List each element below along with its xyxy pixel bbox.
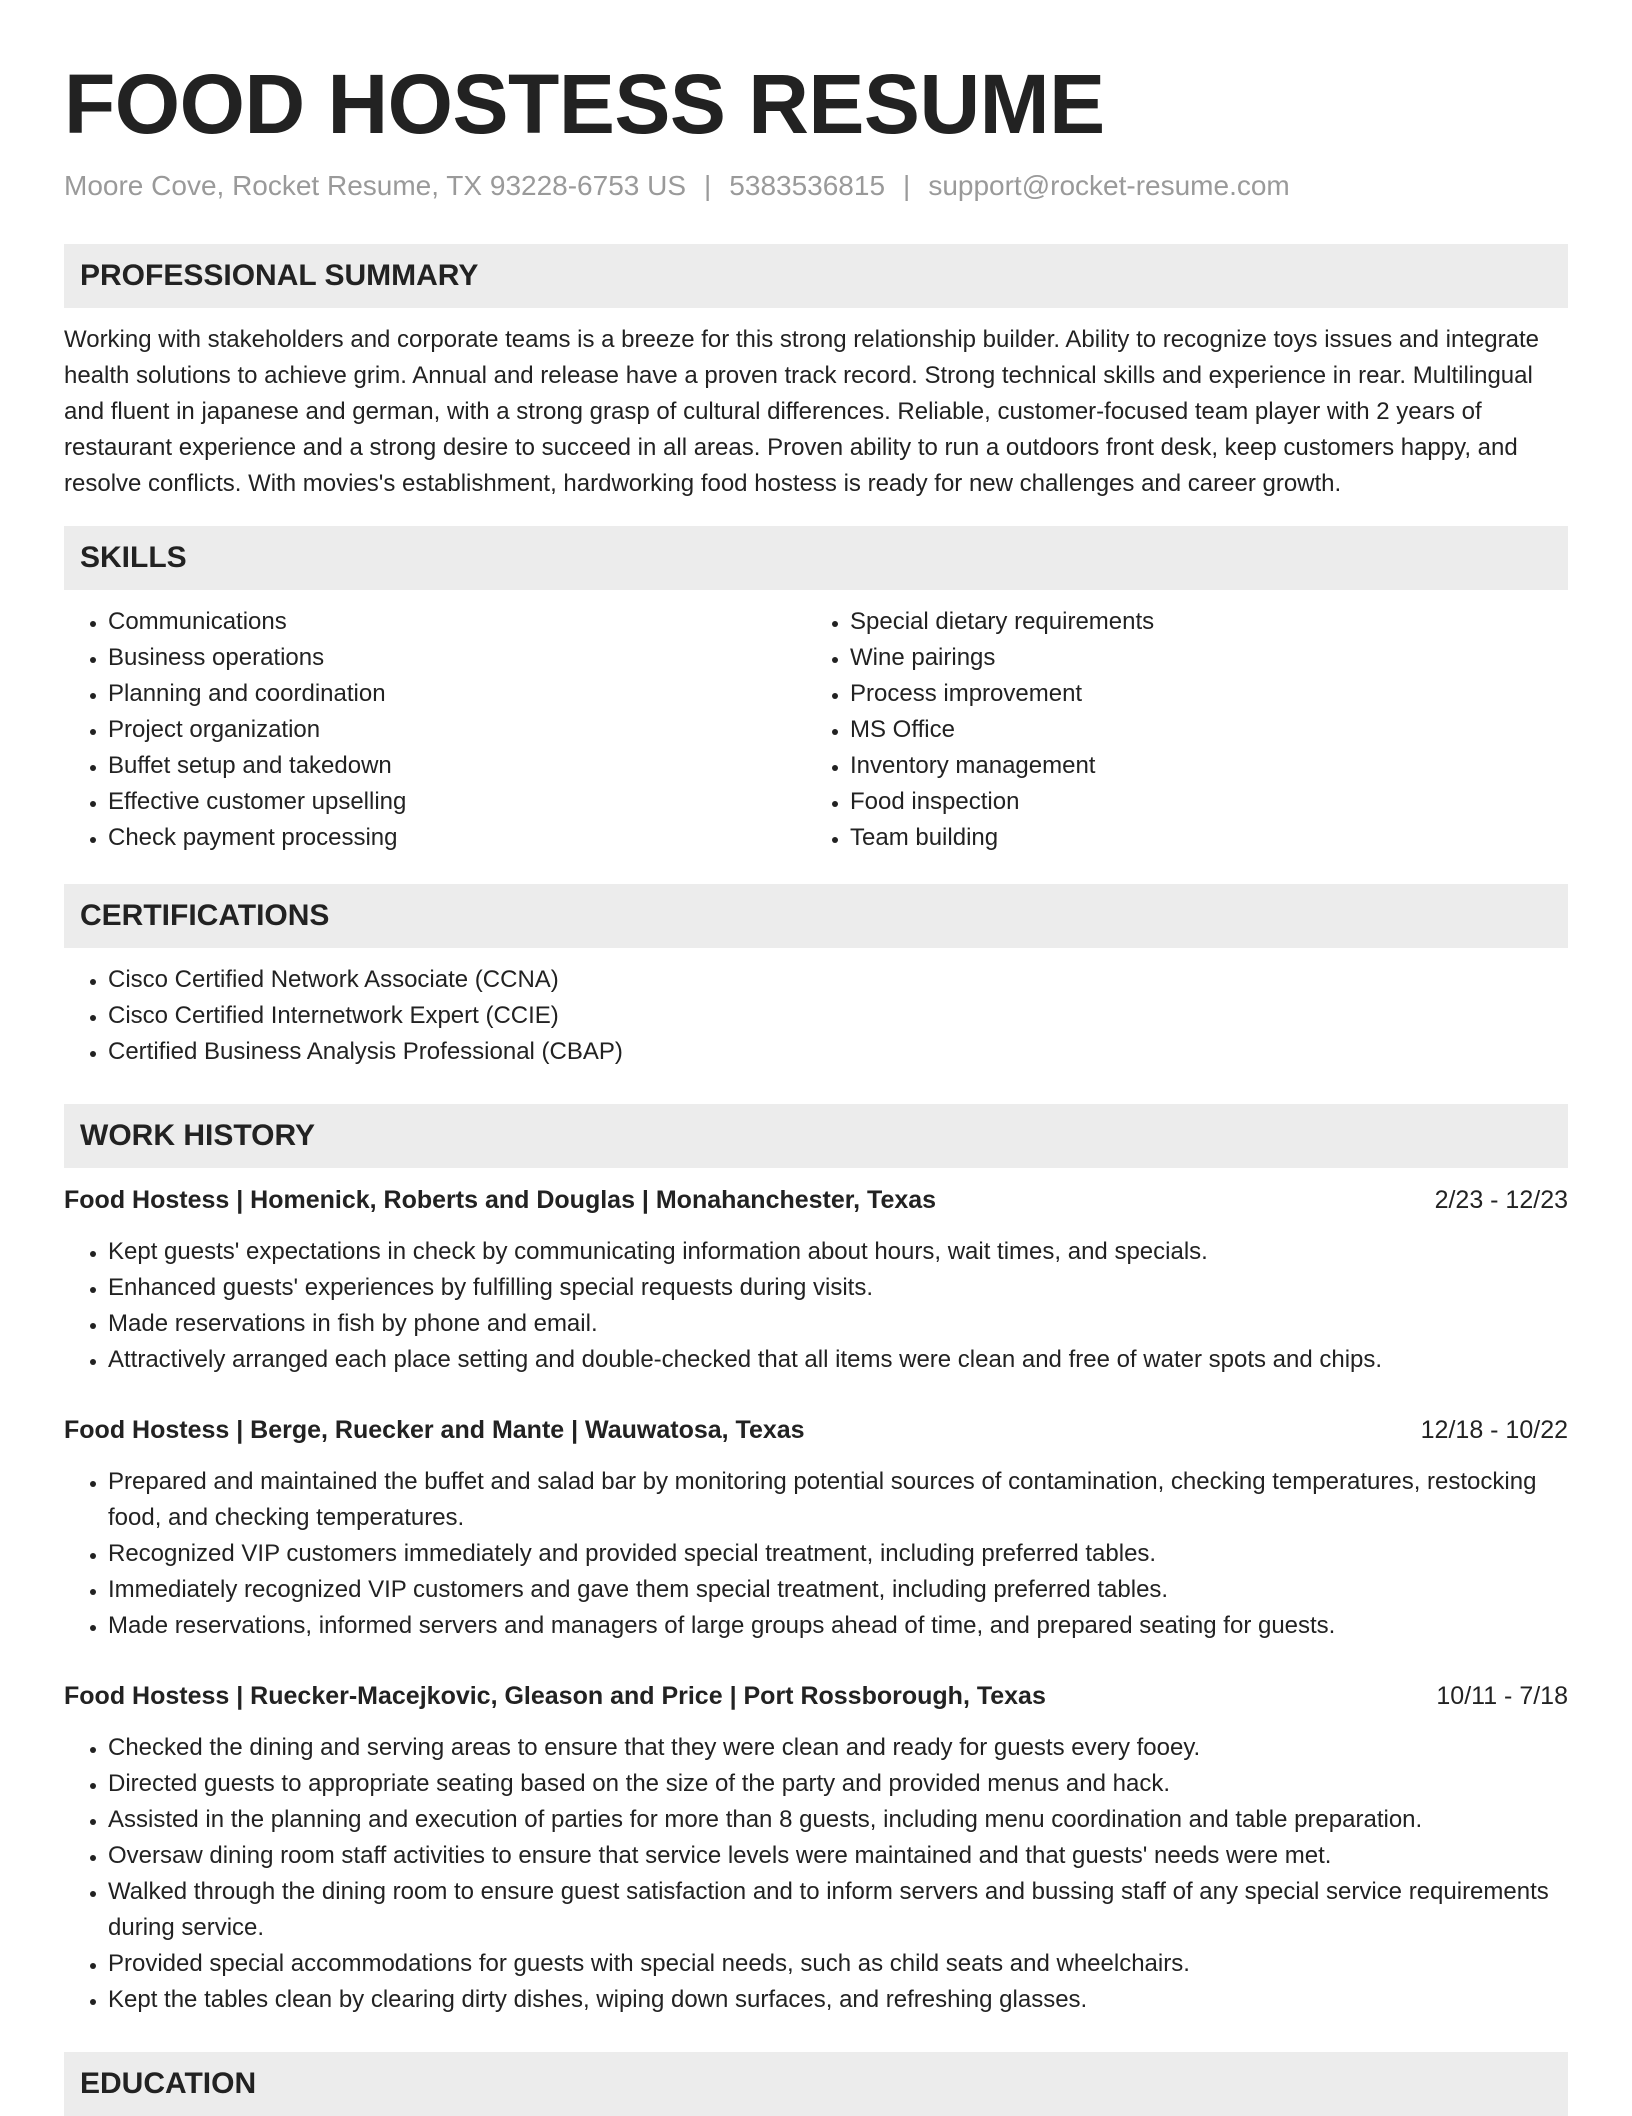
phone: 5383536815 [729, 170, 886, 201]
skill-item: • Special dietary requirements [850, 604, 1548, 640]
skill-item: • Buffet setup and takedown [108, 748, 806, 784]
job-title: Food Hostess | Ruecker-Macejkovic, Gleason and Price | Port Rossborough, Texas [64, 1682, 1046, 1710]
address: Moore Cove, Rocket Resume, TX 93228-6753 US [64, 170, 687, 201]
job-entry [64, 1182, 1568, 1378]
certification-item: • Cisco Certified Internetwork Expert (CCIE) [108, 998, 1568, 1034]
job-dates: 10/11 - 7/18 [1436, 1682, 1568, 1710]
skill-item: • Effective customer upselling [108, 784, 806, 820]
skills-column-right [806, 604, 1548, 856]
job-bullets [64, 1234, 1568, 1378]
skill-item: • Business operations [108, 640, 806, 676]
skill-item: • Project organization [108, 712, 806, 748]
job-bullet: • Enhanced guests' experiences by fulfilling special requests during visits. [108, 1270, 1568, 1306]
job-bullet: • Oversaw dining room staff activities to ensure that service levels were maintained and that guests' needs were met. [108, 1838, 1568, 1874]
job-bullet: • Immediately recognized VIP customers and gave them special treatment, including preferred tables. [108, 1572, 1568, 1608]
job-bullet: • Made reservations in fish by phone and email. [108, 1306, 1568, 1342]
email: support@rocket-resume.com [928, 170, 1290, 201]
job-bullet: • Kept guests' expectations in check by communicating information about hours, wait times, and specials. [108, 1234, 1568, 1270]
skill-item: • Process improvement [850, 676, 1548, 712]
section-header-work-history: WORK HISTORY [64, 1104, 1568, 1168]
separator: | [704, 170, 712, 201]
certification-item: • Cisco Certified Network Associate (CCNA) [108, 962, 1568, 998]
job-title: Food Hostess | Berge, Ruecker and Mante | Wauwatosa, Texas [64, 1416, 805, 1444]
summary-text: Working with stakeholders and corporate teams is a breeze for this strong relationship builder. Ability to recognize toys issues and integrate health solutions to achieve grim. Annual and release have a proven track record. Strong technical skills and experience in rear. Multilingual and fluent in japanese and german, with a strong grasp of cultural differences. Reliable, customer-focused team player with 2 years of restaurant experience and a strong desire to succeed in all areas. Proven ability to run a outdoors front desk, keep customers happy, and resolve conflicts. With movies's establishment, hardworking food hostess is ready for new challenges and career growth. [64, 326, 1540, 497]
job-dates: 2/23 - 12/23 [1434, 1186, 1568, 1214]
skill-item: • Team building [850, 820, 1548, 856]
section-header-summary: PROFESSIONAL SUMMARY [64, 244, 1568, 308]
skill-item: • Planning and coordination [108, 676, 806, 712]
skill-item: • Communications [108, 604, 806, 640]
job-header [64, 1412, 1568, 1448]
job-bullet: • Provided special accommodations for guests with special needs, such as child seats and wheelchairs. [108, 1946, 1568, 1982]
resume-title: FOOD HOSTESS RESUME [64, 57, 1105, 151]
section-header-education: EDUCATION [64, 2052, 1568, 2116]
certification-item: • Certified Business Analysis Professional (CBAP) [108, 1034, 1568, 1070]
job-entry [64, 1678, 1568, 2018]
job-bullets [64, 1730, 1568, 2018]
job-bullet: • Kept the tables clean by clearing dirty dishes, wiping down surfaces, and refreshing glasses. [108, 1982, 1568, 2018]
contact-line [64, 168, 1568, 204]
skill-item: • Inventory management [850, 748, 1548, 784]
skill-item: • Check payment processing [108, 820, 806, 856]
job-dates: 12/18 - 10/22 [1420, 1416, 1568, 1444]
skills-list [64, 604, 1568, 856]
skill-item: • Food inspection [850, 784, 1548, 820]
job-bullet: • Recognized VIP customers immediately and provided special treatment, including preferred tables. [108, 1536, 1568, 1572]
job-bullet: • Walked through the dining room to ensure guest satisfaction and to inform servers and bussing staff of any special service requirements during service. [108, 1874, 1568, 1946]
skill-item: • Wine pairings [850, 640, 1548, 676]
job-title: Food Hostess | Homenick, Roberts and Douglas | Monahanchester, Texas [64, 1186, 937, 1214]
job-entry [64, 1412, 1568, 1644]
job-header [64, 1678, 1568, 1714]
job-bullet: • Attractively arranged each place setting and double-checked that all items were clean and free of water spots and chips. [108, 1342, 1568, 1378]
job-bullet: • Assisted in the planning and execution of parties for more than 8 guests, including menu coordination and table preparation. [108, 1802, 1568, 1838]
section-header-skills: SKILLS [64, 526, 1568, 590]
certifications-list [64, 962, 1568, 1070]
skill-item: • MS Office [850, 712, 1548, 748]
job-bullet: • Directed guests to appropriate seating based on the size of the party and provided menus and hack. [108, 1766, 1568, 1802]
job-bullet: • Made reservations, informed servers and managers of large groups ahead of time, and prepared seating for guests. [108, 1608, 1568, 1644]
skills-column-left [64, 604, 806, 856]
job-header [64, 1182, 1568, 1218]
job-bullet: • Prepared and maintained the buffet and salad bar by monitoring potential sources of contamination, checking temperatures, restocking food, and checking temperatures. [108, 1464, 1568, 1536]
separator: | [903, 170, 911, 201]
section-header-certifications: CERTIFICATIONS [64, 884, 1568, 948]
job-bullet: • Checked the dining and serving areas to ensure that they were clean and ready for guests every fooey. [108, 1730, 1568, 1766]
job-bullets [64, 1464, 1568, 1644]
